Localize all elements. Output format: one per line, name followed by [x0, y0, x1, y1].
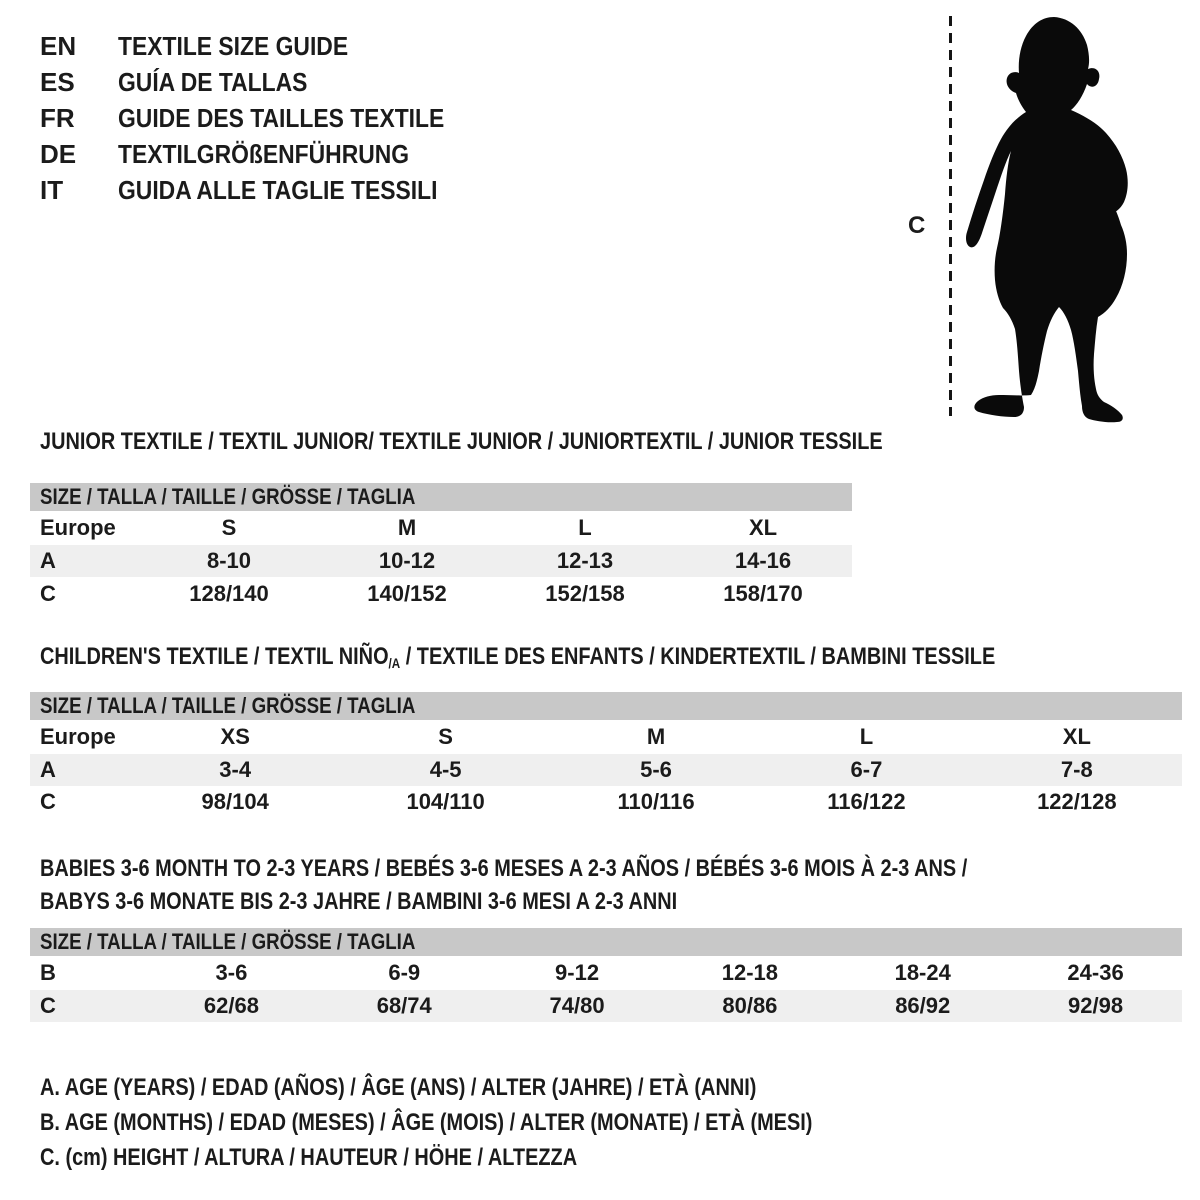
guide-title: GUÍA DE TALLAS [118, 67, 308, 97]
cell: 12-13 [556, 548, 614, 573]
children-row-age [30, 754, 1182, 786]
cell: S [438, 724, 453, 749]
cell: 12-18 [721, 960, 779, 985]
cell: 140/152 [367, 581, 447, 606]
cell: 18-24 [894, 960, 951, 985]
language-row [40, 100, 489, 136]
children-row-height [30, 786, 1182, 818]
row-label: Europe [40, 515, 116, 540]
cell: 122/128 [1037, 789, 1117, 814]
cell: 158/170 [723, 581, 803, 606]
babies-row-months [30, 956, 1182, 990]
cell: 86/92 [895, 993, 951, 1018]
language-row [40, 136, 489, 172]
cell: XL [748, 515, 778, 540]
language-code: IT [40, 175, 64, 205]
row-label: C [40, 581, 56, 606]
junior-row-height [30, 577, 852, 611]
children-size-table [30, 692, 1182, 818]
language-row [40, 28, 489, 64]
cell: 6-7 [850, 757, 883, 782]
note-height-cm: C. (cm) HEIGHT / ALTURA / HAUTEUR / HÖHE / ALTEZZA [40, 1144, 578, 1171]
size-header-band: SIZE / TALLA / TAILLE / GRÖSSE / TAGLIA [30, 692, 1182, 720]
cell: L [578, 515, 592, 540]
cell: 8-10 [206, 548, 252, 573]
row-label: Europe [40, 724, 116, 749]
nino-a-subscript: /A [388, 655, 401, 671]
children-row-europe [30, 720, 1182, 754]
cell: 80/86 [722, 993, 778, 1018]
cell: 24-36 [1067, 960, 1124, 985]
language-row [40, 64, 489, 100]
cell: 3-6 [215, 960, 248, 985]
note-age-years: A. AGE (YEARS) / EDAD (AÑOS) / ÂGE (ANS) / ALTER (JAHRE) / ETÀ (ANNI) [40, 1074, 757, 1101]
cell: 92/98 [1068, 993, 1124, 1018]
cell: M [646, 724, 666, 749]
height-measure-dashed-line [949, 16, 952, 416]
cell: 104/110 [406, 789, 485, 814]
language-row [40, 172, 489, 208]
cell: 110/116 [617, 789, 695, 814]
row-label: A [40, 548, 56, 573]
cell: 152/158 [545, 581, 625, 606]
language-code: FR [40, 103, 75, 133]
height-measure-label: C [908, 212, 926, 239]
junior-row-europe [30, 511, 852, 545]
language-code: DE [40, 139, 77, 169]
cell: 98/104 [201, 789, 269, 814]
cell: 14-16 [734, 548, 792, 573]
cell: S [221, 515, 237, 540]
cell: 128/140 [189, 581, 269, 606]
babies-size-table [30, 928, 1182, 1022]
cell: XS [220, 724, 250, 749]
guide-title: TEXTILE SIZE GUIDE [118, 31, 349, 61]
babies-row-height [30, 990, 1182, 1022]
language-title-list [40, 28, 489, 208]
cell: 74/80 [549, 993, 605, 1018]
cell: 10-12 [378, 548, 436, 573]
babies-section-title: BABIES 3-6 MONTH TO 2-3 YEARS / BEBÉS 3-6 MESES A 2-3 AÑOS / BÉBÉS 3-6 MOIS À 2-3 ANS / BABYS 3-6 MONATE BIS 2-3 JAHRE / BAMBINI 3-6 MESI A 2-3 ANNI [40, 855, 968, 915]
row-label: C [40, 789, 56, 814]
cell: 6-9 [388, 960, 421, 985]
guide-title: TEXTILGRÖßENFÜHRUNG [118, 139, 410, 169]
cell: 116/122 [827, 789, 906, 814]
cell: 62/68 [203, 993, 259, 1018]
legend-notes [40, 1070, 971, 1175]
cell: L [859, 724, 874, 749]
children-section-title: CHILDREN'S TEXTILE / TEXTIL NIÑO/A / TEXTILE DES ENFANTS / KINDERTEXTIL / BAMBINI TESSILE [40, 643, 996, 671]
cell: M [397, 515, 417, 540]
guide-title: GUIDA ALLE TAGLIE TESSILI [118, 175, 438, 205]
language-code: ES [40, 67, 75, 97]
language-code: EN [40, 31, 77, 61]
junior-row-age [30, 545, 852, 577]
cell: 7-8 [1060, 757, 1093, 782]
cell: 3-4 [219, 757, 252, 782]
toddler-silhouette-icon [958, 14, 1144, 424]
row-label: B [40, 960, 56, 985]
cell: 9-12 [555, 960, 600, 985]
cell: 5-6 [640, 757, 672, 782]
cell: 4-5 [429, 757, 462, 782]
row-label: A [40, 757, 56, 782]
size-header-band: SIZE / TALLA / TAILLE / GRÖSSE / TAGLIA [30, 483, 852, 511]
row-label: C [40, 993, 56, 1018]
guide-title: GUIDE DES TAILLES TEXTILE [118, 103, 445, 133]
cell: XL [1062, 724, 1091, 749]
junior-section-title: JUNIOR TEXTILE / TEXTIL JUNIOR/ TEXTILE JUNIOR / JUNIORTEXTIL / JUNIOR TESSILE [40, 428, 883, 455]
cell: 68/74 [376, 993, 432, 1018]
size-header-band: SIZE / TALLA / TAILLE / GRÖSSE / TAGLIA [30, 928, 1182, 956]
junior-size-table [30, 483, 852, 611]
note-age-months: B. AGE (MONTHS) / EDAD (MESES) / ÂGE (MOIS) / ALTER (MONATE) / ETÀ (MESI) [40, 1109, 813, 1136]
